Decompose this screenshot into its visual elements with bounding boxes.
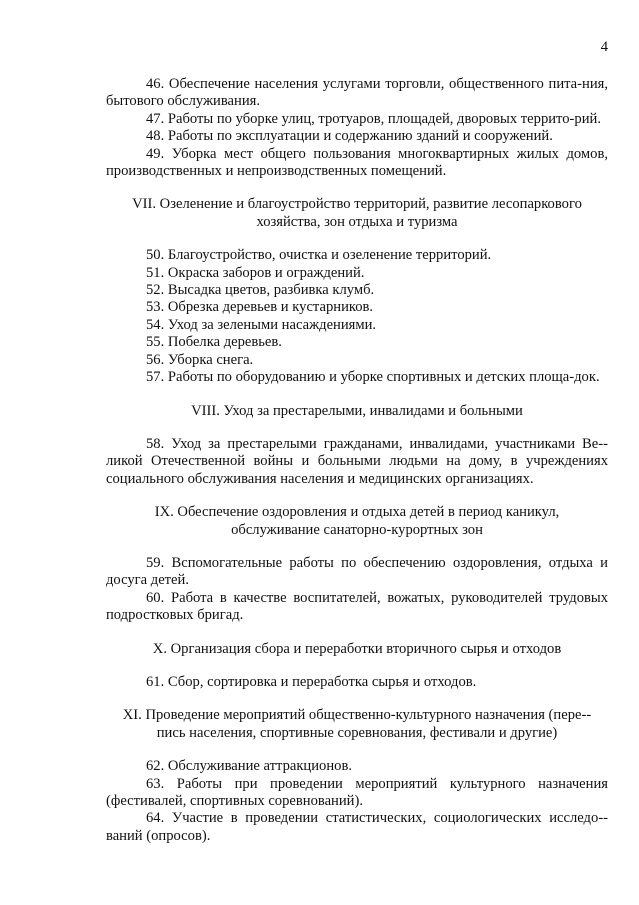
list-item: 53. Обрезка деревьев и кустарников. — [146, 299, 374, 316]
list-item: 51. Окраска заборов и ограждений. — [146, 264, 365, 281]
list-item: 50. Благоустройство, очистка и озеленение территорий. — [146, 247, 492, 264]
list-item: 64. Участие в проведении статистических, социологических исследо-ваний (опросов). — [106, 810, 608, 844]
list-item: 52. Высадка цветов, разбивка клумб. — [146, 282, 375, 299]
list-item: 61. Сбор, сортировка и переработка сырья и отходов. — [146, 673, 477, 690]
list-item: 54. Уход за зелеными насаждениями. — [146, 316, 377, 333]
list-item: 46. Обеспечение населения услугами торговли, общественного пита-ния, бытового обслуживания. — [106, 76, 608, 110]
section-vii — [106, 196, 608, 386]
section-heading: IX. Обеспечение оздоровления и отдыха детей в период каникул, обслуживание санаторно-курортных зон — [154, 504, 560, 538]
section-heading: VII. Озеленение и благоустройство территорий, развитие лесопаркового хозяйства, зон отдыха и туризма — [132, 196, 582, 230]
section-heading: VIII. Уход за престарелыми, инвалидами и больными — [191, 402, 523, 419]
section-heading: XI. Проведение мероприятий общественно-культурного назначения (пере-пись населения, спортивные соревнования, фестивали и другие) — [122, 707, 592, 741]
list-item: 63. Работы при проведении мероприятий культурного назначения (фестивалей, спортивных соревнований). — [106, 775, 608, 809]
document-body — [106, 76, 608, 845]
section-viii — [106, 403, 608, 489]
list-item: 60. Работа в качестве воспитателей, вожатых, руководителей трудовых подростковых бригад. — [106, 589, 608, 624]
list-item: 57. Работы по оборудованию и уборке спортивных и детских площа-док. — [146, 369, 600, 386]
section-heading: X. Организация сбора и переработки вторичного сырья и отходов — [152, 640, 562, 657]
list-item: 59. Вспомогательные работы по обеспечению оздоровления, отдыха и досуга детей. — [106, 554, 608, 589]
list-item: 58. Уход за престарелыми гражданами, инвалидами, участниками Ве-ликой Отечественной войны и больными людьми на дому, в учреждениях социального обслуживания населения и медицинских организациях. — [106, 435, 608, 487]
list-item: 62. Обслуживание аттракционов. — [146, 758, 352, 775]
intro-items — [106, 76, 608, 180]
section-x — [106, 641, 608, 692]
list-item: 55. Побелка деревьев. — [146, 334, 282, 351]
list-item: 49. Уборка мест общего пользования многоквартирных жилых домов, производственных и непроизводственных помещений. — [106, 145, 608, 180]
list-item: 48. Работы по эксплуатации и содержанию зданий и сооружений. — [146, 128, 553, 145]
list-item: 56. Уборка снега. — [146, 351, 254, 368]
page-number: 4 — [600, 39, 608, 55]
list-item: 47. Работы по уборке улиц, тротуаров, площадей, дворовых террито-рий. — [146, 110, 601, 127]
section-xi — [106, 707, 608, 845]
section-ix — [106, 504, 608, 624]
